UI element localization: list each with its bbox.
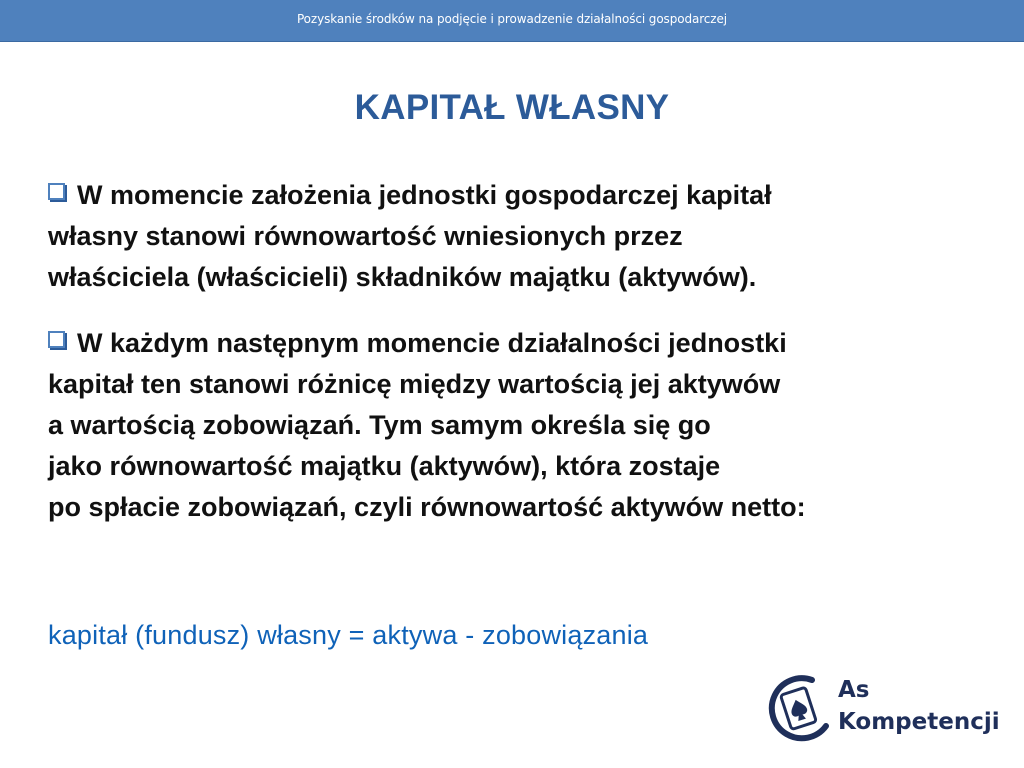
bullet-line: po spłacie zobowiązań, czyli równowartość aktywów netto: [48,492,806,522]
bullet-line: własny stanowi równowartość wniesionych przez [48,221,683,251]
bullet-line [48,323,1008,364]
bullet-line: jako równowartość majątku (aktywów), która zostaje [48,451,721,481]
logo-line-1: As [838,677,870,703]
checkbox-bullet-icon [48,331,65,348]
capital-formula: kapitał (fundusz) własny = aktywa - zobowiązania [48,620,649,650]
bullet-text: W każdym następnym momencie działalności jednostki [77,328,787,358]
slide-title: KAPITAŁ WŁASNY [354,88,670,127]
bullet-line: a wartością zobowiązań. Tym samym określa się go [48,410,711,440]
logo-line-2: Kompetencji [838,709,1000,735]
as-kompetencji-logo [768,672,998,744]
bullet-text: W momencie założenia jednostki gospodarczej kapitał [77,180,772,210]
spade-card-icon [768,672,832,744]
bullet-paragraph-2 [48,323,1008,528]
bullet-line: właściciela (właścicieli) składników majątku (aktywów). [48,262,757,292]
logo-text [838,674,1000,738]
bullet-line [48,175,1008,216]
bullet-line: kapitał ten stanowi różnicę między wartością jej aktywów [48,369,781,399]
checkbox-bullet-icon [48,183,65,200]
bullet-paragraph-1 [48,175,1008,298]
header-subtitle: Pozyskanie środków na podjęcie i prowadzenie działalności gospodarczej [296,12,728,26]
header-bar [0,0,1024,42]
